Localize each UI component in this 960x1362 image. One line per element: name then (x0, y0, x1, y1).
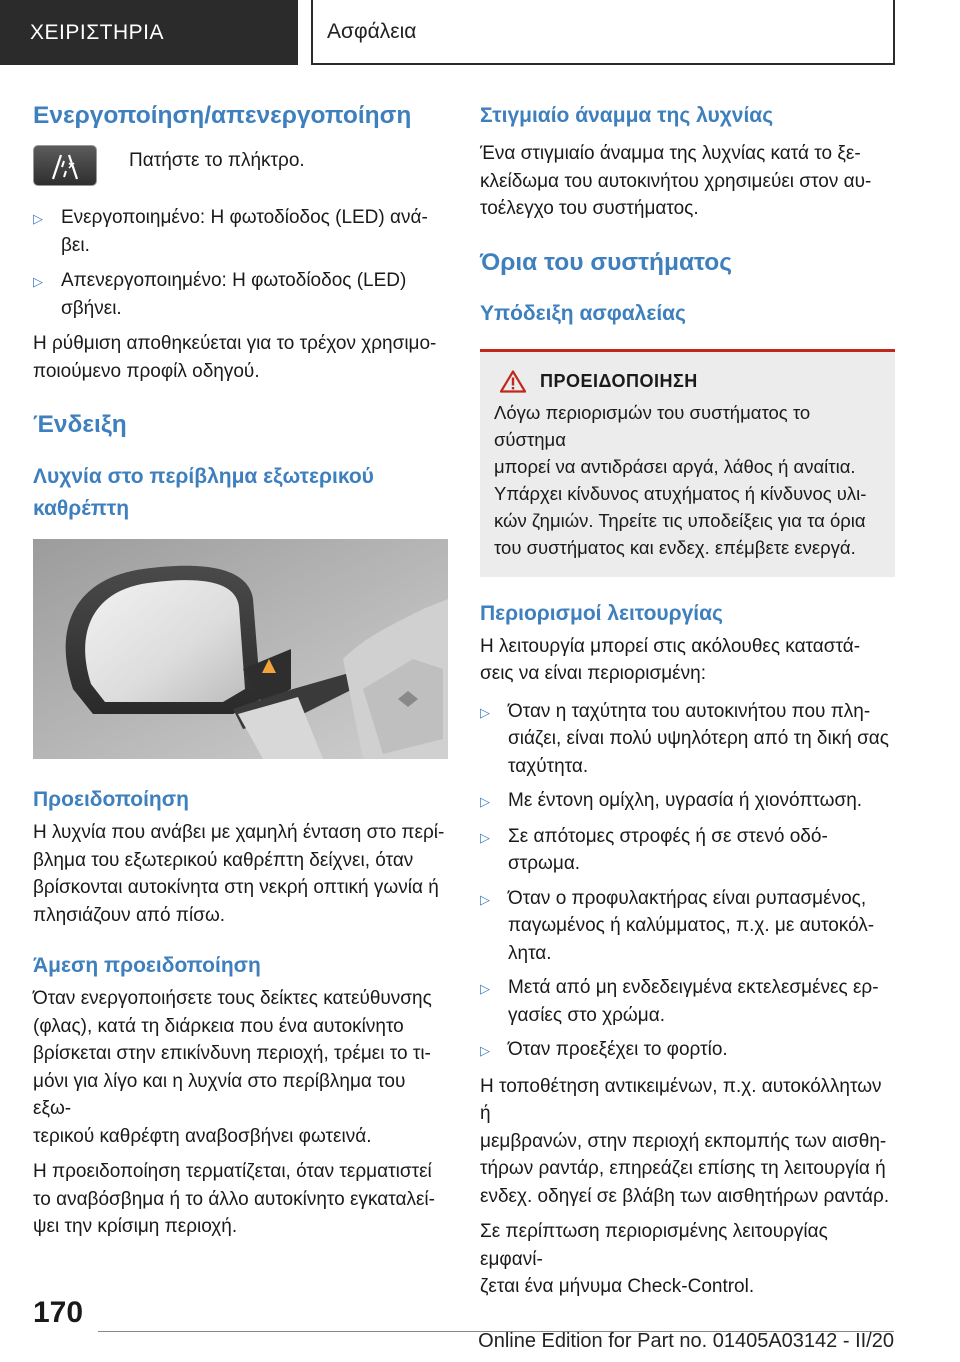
function-limits-heading: Περιορισμοί λειτουργίας (480, 601, 723, 625)
left-column (33, 100, 448, 1241)
list-item: ▷ Σε απότομες στροφές ή σε στενό οδό- στρωμα. (480, 823, 895, 878)
triangle-bullet-icon: ▷ (480, 829, 490, 845)
sensor-paragraph: Η τοποθέτηση αντικειμένων, π.χ. αυτοκόλλητων ή μεμβρανών, στην περιοχή εκπομπής των αισθη- τήρων ραντάρ, επηρεάζει επίσης τη λειτουργία ή ενδεχ. οδηγεί σε βλάβη των αισθητήρων ραντάρ. (480, 1075, 890, 1207)
warning-box-text: Λόγω περιορισμών του συστήματος το σύστημα μπορεί να αντιδράσει αργά, λάθος ή αναίτια. Υπάρχει κίνδυνος ατυχήματος ή κίνδυνος υλι- κών ζημιών. Τηρείτε τις υποδείξεις για τα όρια του συστήματος και ενδεχ. επέμβετε ενεργά. (494, 401, 867, 558)
warning-box-label: ΠΡΟΕΙΔΟΠΟΙΗΣΗ (540, 370, 698, 391)
edition-footer: Online Edition for Part no. 01405A03142 - II/20 (478, 1330, 894, 1352)
triangle-bullet-icon: ▷ (480, 704, 490, 720)
triangle-bullet-icon: ▷ (480, 891, 490, 907)
warning-triangle-icon (500, 370, 526, 393)
triangle-bullet-icon: ▷ (33, 274, 43, 289)
profile-note: Η ρύθμιση αποθηκεύεται για το τρέχον χρησιμο- ποιούμενο προφίλ οδηγού. (33, 333, 437, 382)
list-item: ▷ Μετά από μη ενδεδειγμένα εκτελεσμένες ερ- γασίες στο χρώμα. (480, 974, 895, 1029)
chapter-title: ΧΕΙΡΙΣΤΗΡΙΑ (30, 20, 165, 44)
check-control-paragraph: Σε περίπτωση περιορισμένης λειτουργίας εμφανί- ζεται ένα μήνυμα Check-Control. (480, 1221, 828, 1297)
warning-box-header (500, 370, 881, 393)
list-item: ▷ Με έντονη ομίχλη, υγρασία ή χιονόπτωση. (480, 787, 895, 816)
activation-heading: Ενεργοποίηση/απενεργοποίηση (33, 102, 412, 129)
triangle-bullet-icon: ▷ (480, 1043, 490, 1058)
immediate-warning-heading: Άμεση προειδοποίηση (33, 954, 261, 977)
warning-heading: Προειδοποίηση (33, 788, 189, 811)
list-item: ▷ Απενεργοποιημένο: Η φωτοδίοδος (LED) σβήνει. (33, 267, 448, 322)
function-limits-list (480, 698, 895, 1065)
limits-heading: Όρια του συστήματος (480, 248, 733, 276)
triangle-bullet-icon: ▷ (480, 794, 490, 809)
lamp-heading: Λυχνία στο περίβλημα εξωτερικού καθρέπτη (33, 465, 374, 520)
key-instruction-row (33, 145, 448, 186)
flash-heading: Στιγμιαίο άναμμα της λυχνίας (480, 104, 774, 127)
list-item: ▷ Όταν προεξέχει το φορτίο. (480, 1036, 895, 1065)
section-title: Ασφάλεια (327, 19, 417, 43)
mirror-lamp-photo (33, 539, 448, 759)
warning-box (480, 349, 895, 577)
safety-heading: Υπόδειξη ασφαλείας (480, 301, 686, 325)
indication-heading: Ένδειξη (33, 411, 127, 438)
function-intro: Η λειτουργία μπορεί στις ακόλουθες καταστά- σεις να είναι περιορισμένη: (480, 635, 861, 684)
lane-warning-key-icon (33, 145, 97, 186)
right-column (480, 100, 895, 1301)
activation-list (33, 204, 448, 322)
warning-paragraph: Η λυχνία που ανάβει με χαμηλή ένταση στο περί- βλημα του εξωτερικού καθρέπτη δείχνει, όταν βρίσκονται αυτοκίνητα στη νεκρή οπτική γωνία ή πλησιάζουν από πίσω. (33, 822, 445, 926)
list-item: ▷ Όταν η ταχύτητα του αυτοκινήτου που πλη- σιάζει, είναι πολύ υψηλότερη από τη δική σας ταχύτητα. (480, 698, 895, 781)
list-item: ▷ Ενεργοποιημένο: Η φωτοδίοδος (LED) ανά- βει. (33, 204, 448, 259)
page-number: 170 (33, 1296, 84, 1329)
section-tab (311, 0, 895, 65)
immediate-paragraph-1: Όταν ενεργοποιήσετε τους δείκτες κατεύθυνσης (φλας), κατά τη διάρκεια που ένα αυτοκίνητο βρίσκεται στην επικίνδυνη περιοχή, τρέμει το τι- μόνι για λίγο και η λυχνία στο περίβλημα του εξω- τερικού καθρέφτη αναβοσβήνει φωτεινά. (33, 988, 432, 1147)
triangle-bullet-icon: ▷ (33, 211, 43, 226)
immediate-paragraph-2: Η προειδοποίηση τερματίζεται, όταν τερματιστεί το αναβόσβημα ή το άλλο αυτοκίνητο εγκαταλεί- ψει την κρίσιμη περιοχή. (33, 1161, 435, 1237)
chapter-tab (0, 0, 298, 65)
flash-paragraph: Ένα στιγμιαίο άναμμα της λυχνίας κατά το ξε- κλείδωμα του αυτοκινήτου χρησιμεύει στον αυ- τοέλεγχο του συστήματος. (480, 143, 872, 219)
key-instruction-text: Πατήστε το πλήκτρο. (129, 150, 305, 171)
triangle-bullet-icon: ▷ (480, 981, 490, 996)
list-item: ▷ Όταν ο προφυλακτήρας είναι ρυπασμένος, παγωμένος ή καλύμματος, π.χ. με αυτοκόλ- λητα. (480, 885, 895, 968)
